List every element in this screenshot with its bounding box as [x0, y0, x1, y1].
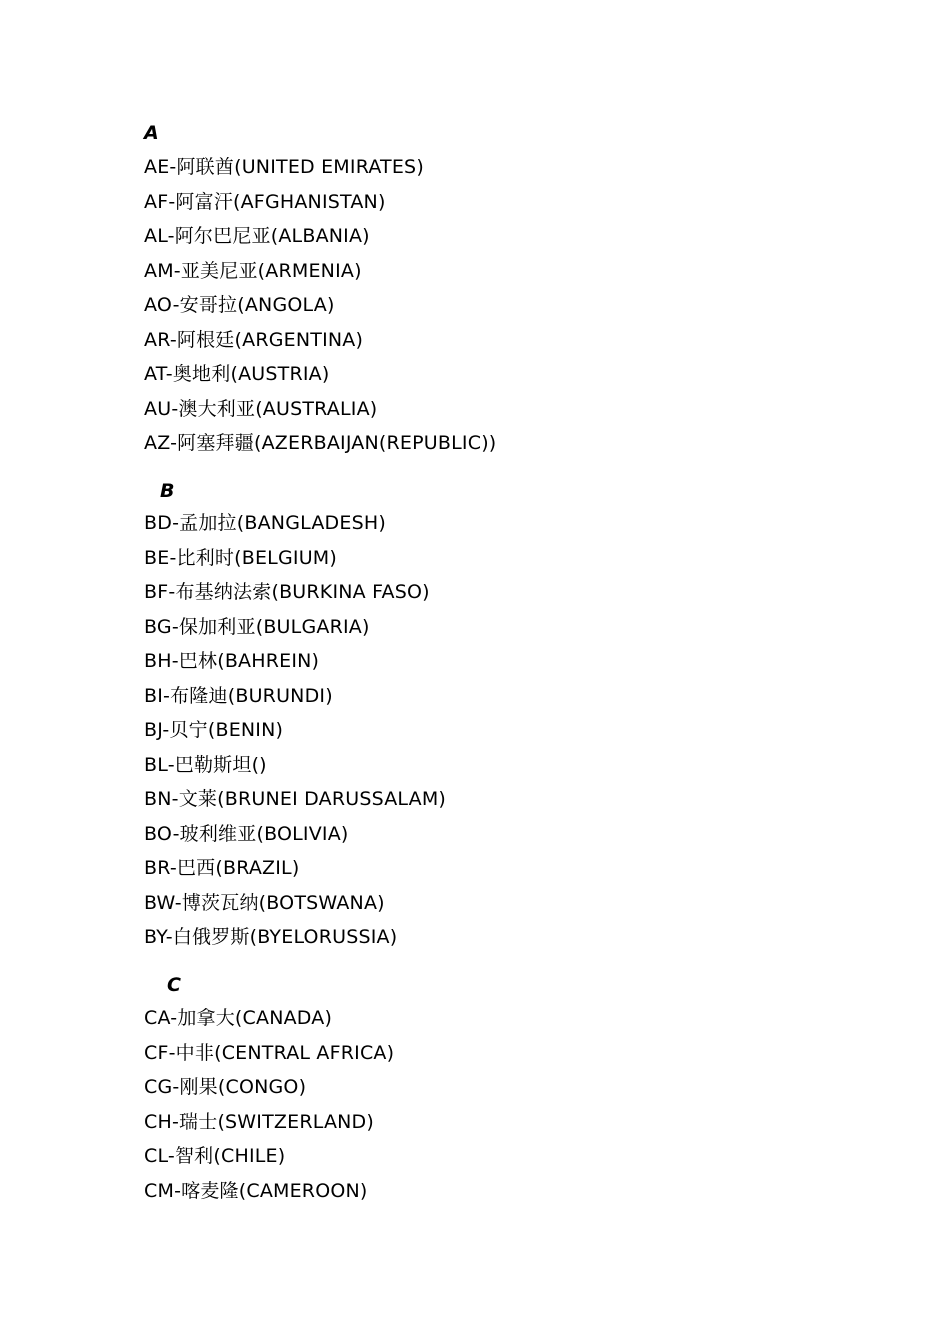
country-code: AT — [144, 363, 166, 385]
separator: - — [172, 822, 180, 845]
country-name-en: (ARGENTINA) — [234, 328, 364, 351]
country-code: CF — [144, 1041, 169, 1064]
list-item — [144, 288, 496, 323]
country-code: AL — [144, 225, 168, 247]
list-item — [144, 1070, 394, 1105]
country-name-zh: 加拿大 — [177, 1007, 235, 1029]
country-name-en: (UNITED EMIRATES) — [234, 156, 424, 178]
list-item — [144, 851, 446, 886]
country-name-en: (BOLIVIA) — [256, 822, 349, 845]
country-name-zh: 孟加拉 — [179, 512, 237, 534]
country-code: CA — [144, 1007, 171, 1029]
list-item — [144, 1174, 394, 1209]
separator: - — [169, 546, 177, 569]
list-item — [144, 1036, 394, 1071]
list-item — [144, 392, 496, 427]
list-item — [144, 920, 446, 955]
country-name-en: (BOTSWANA) — [258, 891, 385, 914]
separator: - — [171, 650, 179, 672]
country-name-en: (AZERBAIJAN(REPUBLIC)) — [253, 432, 497, 454]
country-code: BO — [144, 822, 173, 845]
country-name-zh: 中非 — [175, 1041, 215, 1064]
separator: - — [167, 225, 175, 247]
separator: - — [170, 1007, 178, 1029]
list-item — [144, 506, 446, 541]
separator: - — [170, 432, 178, 454]
country-code: AM — [144, 259, 174, 282]
separator: - — [162, 719, 170, 741]
separator: - — [167, 753, 175, 776]
list-item — [144, 254, 496, 289]
section-heading-c: C — [167, 974, 181, 996]
country-list-c — [144, 1001, 394, 1208]
country-code: AF — [144, 190, 169, 213]
separator: - — [171, 397, 179, 420]
country-name-zh: 文莱 — [178, 788, 218, 810]
country-code: BF — [144, 581, 169, 603]
country-list-a — [144, 150, 496, 461]
section-heading-b: B — [160, 480, 175, 502]
separator: - — [165, 363, 173, 385]
section-heading-a: A — [144, 122, 159, 144]
country-name-zh: 安哥拉 — [179, 294, 238, 316]
country-code: CH — [144, 1110, 172, 1133]
country-name-en: (SWITZERLAND) — [217, 1110, 375, 1133]
country-name-en: (CANADA) — [234, 1007, 333, 1029]
separator: - — [171, 1110, 180, 1133]
country-name-en: (BRUNEI DARUSSALAM) — [217, 788, 447, 810]
list-item — [144, 610, 446, 645]
country-code: BI — [144, 684, 164, 707]
country-name-zh: 亚美尼亚 — [180, 259, 258, 282]
country-name-zh: 布隆迪 — [170, 684, 228, 707]
list-item — [144, 575, 446, 610]
separator: - — [172, 294, 180, 316]
country-code: BE — [144, 546, 170, 569]
list-item — [144, 426, 496, 461]
country-name-zh: 阿根廷 — [176, 328, 235, 351]
country-code: BG — [144, 615, 172, 638]
separator: - — [163, 684, 171, 707]
country-name-zh: 巴西 — [176, 857, 216, 879]
separator: - — [168, 1041, 176, 1064]
country-name-en: (BURKINA FASO) — [271, 581, 430, 603]
separator: - — [169, 328, 177, 351]
list-item — [144, 748, 446, 783]
list-item — [144, 1105, 394, 1140]
separator: - — [168, 190, 176, 213]
country-name-zh: 阿尔巴尼亚 — [174, 225, 271, 247]
country-name-en: (BANGLADESH) — [236, 512, 386, 534]
separator: - — [165, 926, 173, 948]
list-item — [144, 1001, 394, 1036]
country-name-zh: 澳大利亚 — [178, 397, 256, 420]
separator: - — [172, 1076, 180, 1098]
country-name-en: (ANGOLA) — [237, 294, 335, 316]
country-name-zh: 瑞士 — [179, 1110, 218, 1133]
country-code: BY — [144, 926, 166, 948]
list-item — [144, 1139, 394, 1174]
country-name-zh: 奥地利 — [172, 363, 231, 385]
country-code: CG — [144, 1076, 173, 1098]
separator: - — [174, 1179, 182, 1202]
country-name-zh: 贝宁 — [169, 719, 208, 741]
country-name-zh: 保加利亚 — [178, 615, 256, 638]
country-name-en: (CENTRAL AFRICA) — [214, 1041, 395, 1064]
country-code: AE — [144, 156, 170, 178]
country-name-zh: 阿富汗 — [175, 190, 233, 213]
separator: - — [171, 615, 179, 638]
country-code: BW — [144, 891, 175, 914]
list-item — [144, 150, 496, 185]
separator: - — [171, 788, 179, 810]
list-item — [144, 185, 496, 220]
country-name-en: (ARMENIA) — [257, 259, 362, 282]
separator: - — [173, 259, 181, 282]
country-name-en: (BELGIUM) — [234, 546, 338, 569]
country-name-zh: 博茨瓦纳 — [181, 891, 259, 914]
country-name-zh: 刚果 — [179, 1076, 218, 1098]
country-code: BL — [144, 753, 168, 776]
list-item — [144, 782, 446, 817]
country-name-en: (BYELORUSSIA) — [249, 926, 398, 948]
country-name-en: (AFGHANISTAN) — [233, 190, 386, 213]
separator: - — [174, 891, 182, 914]
country-name-en: (ALBANIA) — [270, 225, 370, 247]
list-item — [144, 713, 446, 748]
country-name-en: (BAHREIN) — [217, 650, 320, 672]
country-name-zh: 玻利维亚 — [179, 822, 257, 845]
country-name-en: (BULGARIA) — [255, 615, 370, 638]
list-item — [144, 219, 496, 254]
country-code: BN — [144, 788, 172, 810]
country-name-zh: 阿塞拜疆 — [177, 432, 254, 454]
country-code: BD — [144, 512, 173, 534]
country-name-en: (CHILE) — [213, 1145, 286, 1167]
country-name-en: (AUSTRIA) — [230, 363, 330, 385]
list-item — [144, 644, 446, 679]
list-item — [144, 817, 446, 852]
country-name-zh: 比利时 — [176, 546, 235, 569]
country-name-en: (CONGO) — [217, 1076, 307, 1098]
separator: - — [169, 156, 177, 178]
country-code: AO — [144, 294, 173, 316]
country-name-en: (BURUNDI) — [227, 684, 333, 707]
separator: - — [168, 581, 176, 603]
country-code: BR — [144, 857, 170, 879]
country-name-zh: 布基纳法索 — [175, 581, 272, 603]
country-name-en: () — [251, 753, 267, 776]
separator: - — [172, 512, 180, 534]
country-name-zh: 白俄罗斯 — [172, 926, 250, 948]
country-code: AZ — [144, 432, 171, 454]
country-code: BJ — [144, 719, 163, 741]
country-code: AU — [144, 397, 172, 420]
list-item — [144, 357, 496, 392]
separator: - — [167, 1145, 175, 1167]
country-name-zh: 巴林 — [178, 650, 218, 672]
country-list-b — [144, 506, 446, 955]
country-code: CL — [144, 1145, 168, 1167]
country-name-en: (AUSTRALIA) — [255, 397, 378, 420]
country-name-zh: 喀麦隆 — [181, 1179, 239, 1202]
list-item — [144, 541, 446, 576]
country-code: CM — [144, 1179, 175, 1202]
country-code: AR — [144, 328, 170, 351]
country-name-zh: 智利 — [174, 1145, 214, 1167]
list-item — [144, 323, 496, 358]
separator: - — [169, 857, 177, 879]
country-name-zh: 阿联酋 — [176, 156, 235, 178]
country-name-en: (BRAZIL) — [215, 857, 300, 879]
country-code: BH — [144, 650, 172, 672]
list-item — [144, 679, 446, 714]
country-name-en: (CAMEROON) — [238, 1179, 368, 1202]
country-name-zh: 巴勒斯坦 — [174, 753, 252, 776]
list-item — [144, 886, 446, 921]
country-name-en: (BENIN) — [207, 719, 284, 741]
